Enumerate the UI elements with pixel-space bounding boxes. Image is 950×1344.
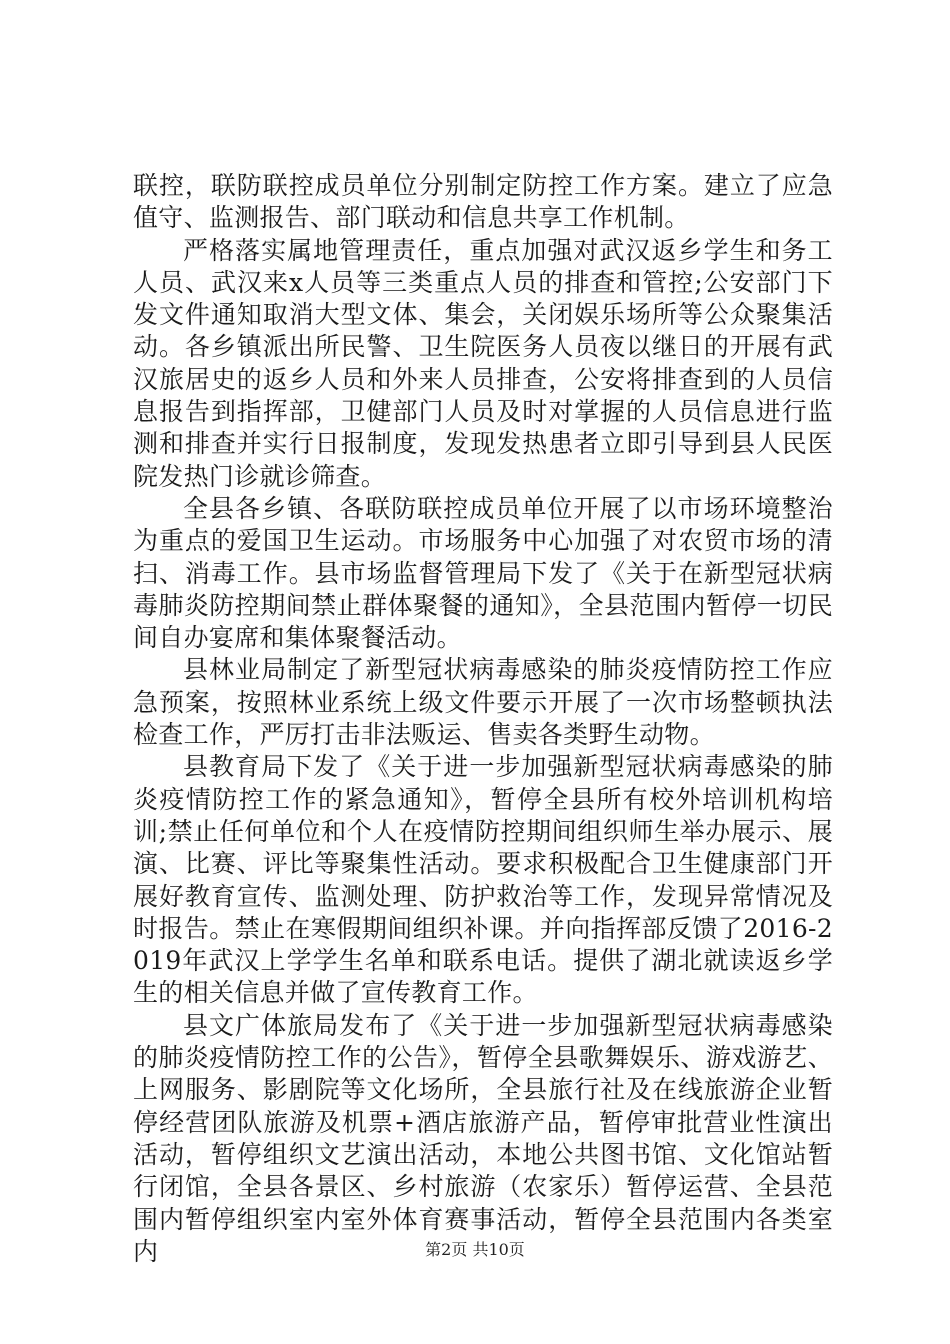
paragraph-4: 县林业局制定了新型冠状病毒感染的肺炎疫情防控工作应急预案，按照林业系统上级文件要示开展了一次市场整顿执法检查工作，严厉打击非法贩运、售卖各类野生动物。 — [133, 655, 833, 750]
page-number-footer: 第2页 共10页 — [425, 1240, 525, 1259]
paragraph-5: 县教育局下发了《关于进一步加强新型冠状病毒感染的肺炎疫情防控工作的紧急通知》，暂停全县所有校外培训机构培训;禁止任何单位和个人在疫情防控期间组织师生举办展示、展演、比赛、评比等聚集性活动。要求积极配合卫生健康部门开展好教育宣传、监测处理、防护救治等工作，发现异常情况及时报告。禁止在寒假期间组织补课。并向指挥部反馈了2016-2019年武汉上学学生名单和联系电话。提供了湖北就读返乡学生的相关信息并做了宣传教育工作。 — [133, 752, 833, 1008]
paragraph-2: 严格落实属地管理责任，重点加强对武汉返乡学生和务工人员、武汉来x人员等三类重点人员的排查和管控;公安部门下发文件通知取消大型文体、集会，关闭娱乐场所等公众聚集活动。各乡镇派出所民警、卫生院医务人员夜以继日的开展有武汉旅居史的返乡人员和外来人员排查，公安将排查到的人员信息报告到指挥部，卫健部门人员及时对掌握的人员信息进行监测和排查并实行日报制度，发现发热患者立即引导到县人民医院发热门诊就诊筛查。 — [133, 235, 833, 491]
paragraph-6: 县文广体旅局发布了《关于进一步加强新型冠状病毒感染的肺炎疫情防控工作的公告》，暂停全县歌舞娱乐、游戏游艺、上网服务、影剧院等文化场所，全县旅行社及在线旅游企业暂停经营团队旅游及机票+酒店旅游产品，暂停审批营业性演出活动，暂停组织文艺演出活动，本地公共图书馆、文化馆站暂行闭馆，全县各景区、乡村旅游（农家乐）暂停运营、全县范围内暂停组织室内室外体育赛事活动，暂停全县范围内各类室内 — [133, 1010, 833, 1266]
paragraph-1: 联控，联防联控成员单位分别制定防控工作方案。建立了应急值守、监测报告、部门联动和信息共享工作机制。 — [133, 171, 833, 233]
document-body — [133, 170, 833, 1268]
paragraph-3: 全县各乡镇、各联防联控成员单位开展了以市场环境整治为重点的爱国卫生运动。市场服务中心加强了对农贸市场的清扫、消毒工作。县市场监督管理局下发了《关于在新型冠状病毒肺炎防控期间禁止群体聚餐的通知》，全县范围内暂停一切民间自办宴席和集体聚餐活动。 — [133, 493, 833, 653]
